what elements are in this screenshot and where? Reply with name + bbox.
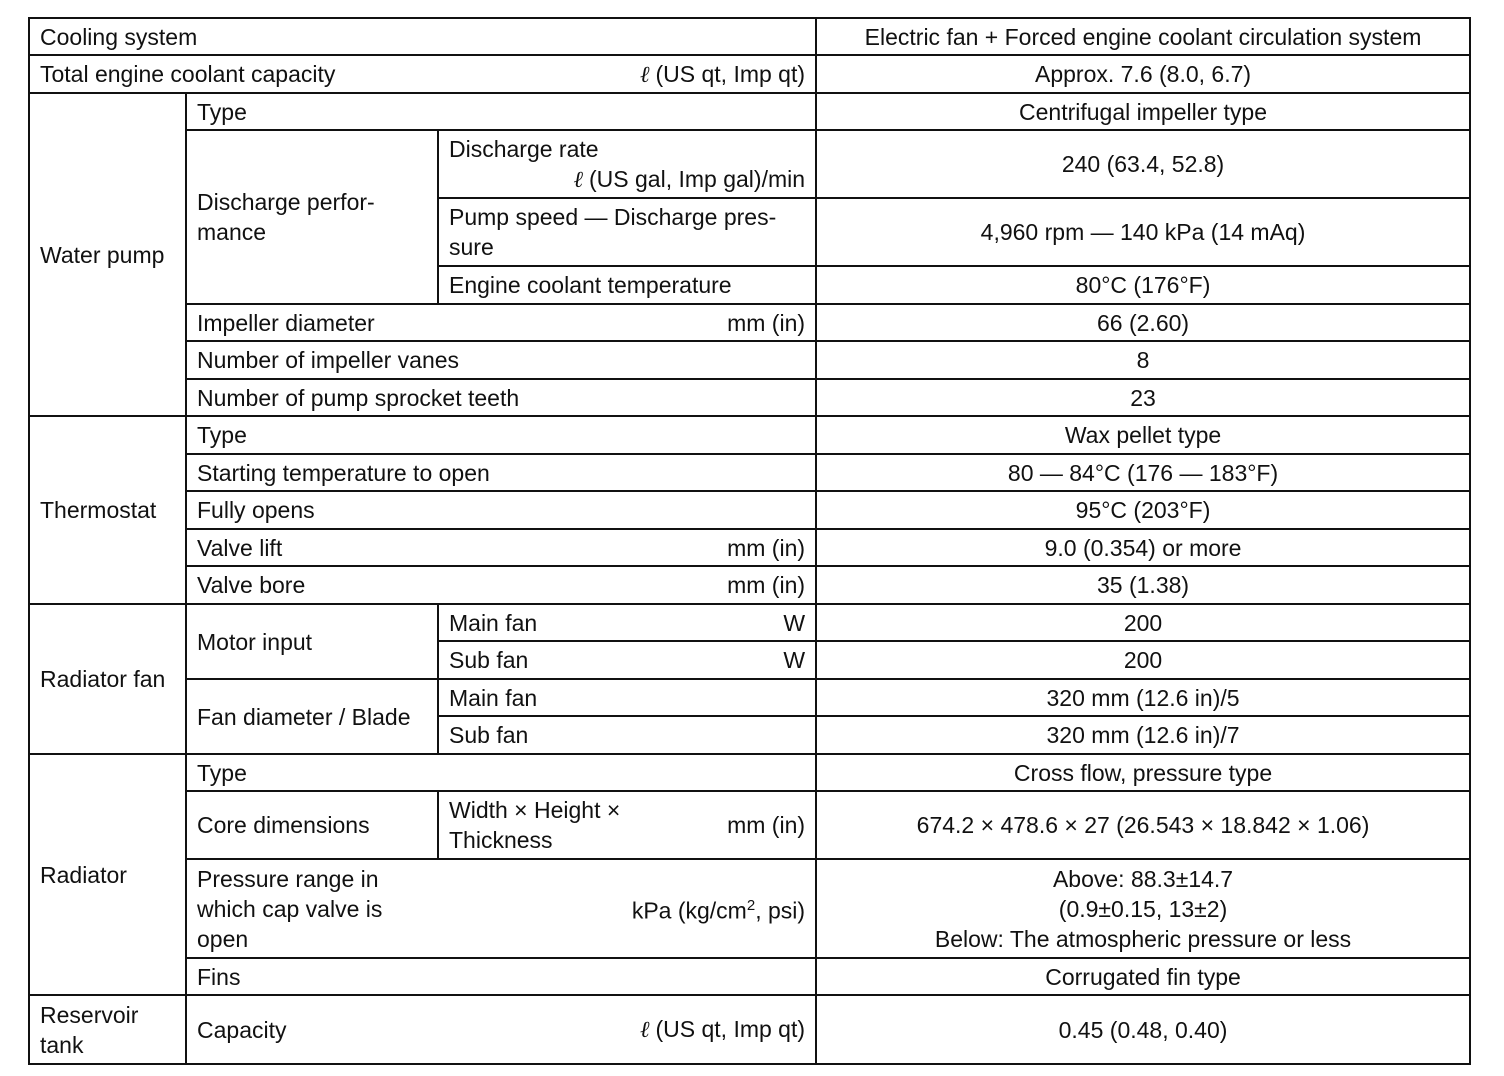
row-valve-bore <box>29 566 1470 604</box>
discharge-rate-unit-text: (US gal, Imp gal)/min <box>589 165 806 192</box>
row-reservoir-capacity <box>29 995 1470 1064</box>
impeller-vanes-label: Number of impeller vanes <box>186 341 816 379</box>
discharge-rate-cell <box>438 130 816 198</box>
reservoir-tank-label <box>29 995 186 1064</box>
reservoir-capacity-label: Capacity <box>197 1016 287 1043</box>
cooling-spec-table <box>28 17 1471 1065</box>
pressure-range-label <box>197 864 382 954</box>
coolant-temp-value: 80°C (176°F) <box>816 266 1470 304</box>
discharge-rate-unit <box>449 164 805 195</box>
valve-bore-cell <box>186 566 816 604</box>
pressure-range-unit <box>632 891 805 926</box>
cooling-system-value: Electric fan + Forced engine coolant circulation system <box>816 18 1470 55</box>
valve-bore-value: 35 (1.38) <box>816 566 1470 604</box>
motor-main-label: Main fan <box>449 609 538 636</box>
radiator-label: Radiator <box>29 754 186 995</box>
pressure-label-line2: which cap valve is <box>197 895 383 922</box>
pressure-range-cell <box>186 859 816 958</box>
valve-lift-value: 9.0 (0.354) or more <box>816 529 1470 566</box>
thermostat-label: Thermostat <box>29 416 186 604</box>
liter-symbol: ℓ <box>639 61 650 87</box>
fully-opens-value: 95°C (203°F) <box>816 491 1470 529</box>
pressure-unit-sup: 2 <box>746 897 756 915</box>
discharge-performance-line1: Discharge perfor- <box>197 189 375 215</box>
reservoir-capacity-unit-text: (US qt, Imp qt) <box>655 1016 806 1042</box>
row-fins <box>29 958 1470 995</box>
motor-main-cell <box>438 604 816 641</box>
reservoir-capacity-cell <box>186 995 816 1064</box>
motor-input-label: Motor input <box>186 604 438 679</box>
row-radiator-type <box>29 754 1470 791</box>
valve-lift-label: Valve lift <box>197 534 283 561</box>
fins-label: Fins <box>186 958 816 995</box>
row-thermostat-type <box>29 416 1470 454</box>
fins-value: Corrugated fin type <box>816 958 1470 995</box>
row-impeller-vanes <box>29 341 1470 379</box>
start-temp-value: 80 — 84°C (176 — 183°F) <box>816 454 1470 491</box>
fan-main-value: 320 mm (12.6 in)/5 <box>816 679 1470 716</box>
pressure-label-line3: open <box>197 925 249 952</box>
reservoir-capacity-value: 0.45 (0.48, 0.40) <box>816 995 1470 1064</box>
pressure-value-line2: (0.9±0.15, 13±2) <box>1058 895 1228 922</box>
fan-diameter-label: Fan diameter / Blade <box>186 679 438 754</box>
impeller-diameter-value: 66 (2.60) <box>816 304 1470 341</box>
row-valve-lift <box>29 529 1470 566</box>
liter-symbol: ℓ <box>573 166 584 192</box>
core-dimensions-cell <box>438 791 816 859</box>
reservoir-capacity-unit <box>640 1014 805 1045</box>
liter-symbol: ℓ <box>639 1017 650 1042</box>
total-capacity-unit <box>640 59 805 90</box>
discharge-performance-label <box>186 130 438 304</box>
valve-bore-unit: mm (in) <box>727 572 806 598</box>
reservoir-label-line1: Reservoir <box>40 1001 139 1028</box>
water-pump-label: Water pump <box>29 93 186 416</box>
pump-speed-value: 4,960 rpm — 140 kPa (14 mAq) <box>816 198 1470 266</box>
pressure-unit-prefix: kPa (kg/cm <box>631 897 747 924</box>
fully-opens-label: Fully opens <box>186 491 816 529</box>
discharge-rate-label: Discharge rate <box>449 135 599 162</box>
core-sublabel-line1: Width × Height × <box>449 797 621 823</box>
pressure-value-line1: Above: 88.3±14.7 <box>1052 865 1234 892</box>
discharge-performance-line2: mance <box>197 219 267 245</box>
thermostat-type-label: Type <box>186 416 816 454</box>
impeller-diameter-label: Impeller diameter <box>197 309 375 336</box>
row-total-capacity <box>29 55 1470 93</box>
pressure-range-value <box>816 859 1470 958</box>
motor-sub-value: 200 <box>816 641 1470 679</box>
row-pressure-range <box>29 859 1470 958</box>
core-dimensions-sublabel <box>449 795 620 855</box>
core-sublabel-line2: Thickness <box>449 827 553 853</box>
row-fully-opens <box>29 491 1470 529</box>
row-discharge-rate <box>29 130 1470 198</box>
fan-sub-label: Sub fan <box>438 716 816 754</box>
total-capacity-cell <box>29 55 816 93</box>
row-motor-main <box>29 604 1470 641</box>
sprocket-teeth-value: 23 <box>816 379 1470 416</box>
coolant-temp-label: Engine coolant temperature <box>438 266 816 304</box>
row-sprocket-teeth <box>29 379 1470 416</box>
thermostat-type-value: Wax pellet type <box>816 416 1470 454</box>
pressure-unit-suffix: , psi) <box>755 897 806 924</box>
motor-main-value: 200 <box>816 604 1470 641</box>
impeller-vanes-value: 8 <box>816 341 1470 379</box>
cooling-system-label: Cooling system <box>29 18 816 55</box>
core-dimensions-value: 674.2 × 478.6 × 27 (26.543 × 18.842 × 1.06) <box>816 791 1470 859</box>
row-core-dimensions <box>29 791 1470 859</box>
total-capacity-value: Approx. 7.6 (8.0, 6.7) <box>816 55 1470 93</box>
sprocket-teeth-label: Number of pump sprocket teeth <box>186 379 816 416</box>
row-impeller-diameter <box>29 304 1470 341</box>
fan-main-label: Main fan <box>438 679 816 716</box>
row-water-pump-type <box>29 93 1470 130</box>
valve-lift-unit: mm (in) <box>727 534 806 561</box>
pressure-label-line1: Pressure range in <box>197 865 379 892</box>
pump-speed-line2: sure <box>449 234 494 260</box>
core-dimensions-label: Core dimensions <box>186 791 438 859</box>
fan-sub-value: 320 mm (12.6 in)/7 <box>816 716 1470 754</box>
impeller-diameter-unit: mm (in) <box>727 309 806 336</box>
pump-speed-label <box>438 198 816 266</box>
motor-sub-cell <box>438 641 816 679</box>
impeller-diameter-cell <box>186 304 816 341</box>
radiator-type-value: Cross flow, pressure type <box>816 754 1470 791</box>
start-temp-label: Starting temperature to open <box>186 454 816 491</box>
row-start-temp <box>29 454 1470 491</box>
water-pump-type-value: Centrifugal impeller type <box>816 93 1470 130</box>
radiator-type-label: Type <box>186 754 816 791</box>
motor-sub-unit: W <box>783 647 806 673</box>
radiator-fan-label: Radiator fan <box>29 604 186 754</box>
valve-lift-cell <box>186 529 816 566</box>
reservoir-label-line2: tank <box>40 1031 84 1058</box>
pressure-value-line3: Below: The atmospheric pressure or less <box>934 925 1352 952</box>
discharge-rate-value: 240 (63.4, 52.8) <box>816 130 1470 198</box>
total-capacity-unit-text: (US qt, Imp qt) <box>655 60 806 87</box>
motor-main-unit: W <box>783 609 806 636</box>
total-capacity-label: Total engine coolant capacity <box>40 61 336 87</box>
row-cooling-system <box>29 18 1470 55</box>
valve-bore-label: Valve bore <box>197 572 306 598</box>
water-pump-type-label: Type <box>186 93 816 130</box>
pump-speed-line1: Pump speed — Discharge pres- <box>449 204 777 230</box>
row-fan-main <box>29 679 1470 716</box>
motor-sub-label: Sub fan <box>449 647 529 673</box>
core-dimensions-unit: mm (in) <box>727 812 806 838</box>
